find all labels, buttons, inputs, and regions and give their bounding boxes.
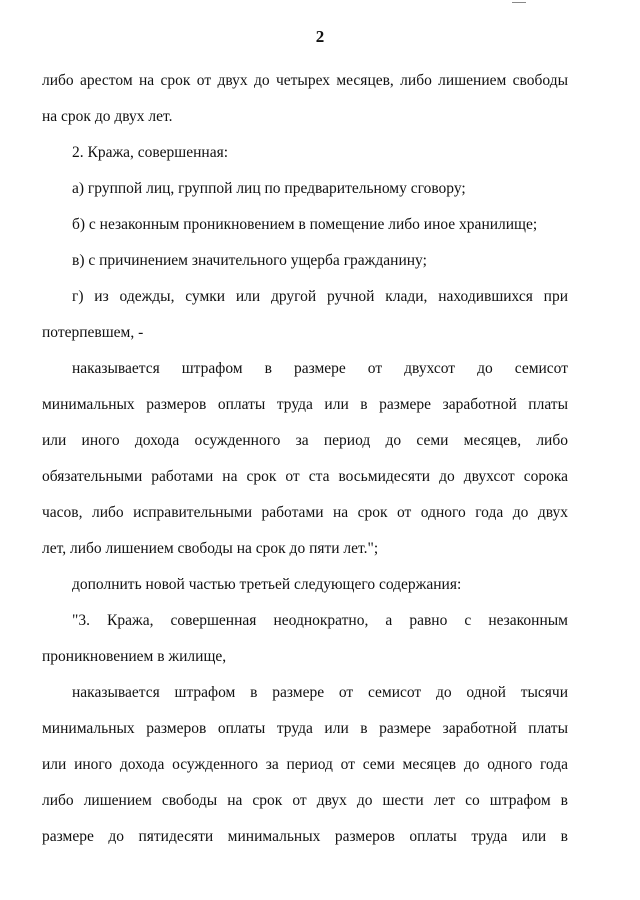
text-line: дополнить новой частью третьей следующего содержания: [72,576,462,593]
text-line: наказывается штрафом в размере от семисот до одной тысячи [72,684,568,701]
text-line: или иного дохода осужденного за период до семи месяцев, либо [42,432,568,449]
text-line: потерпевшем, - [42,324,144,341]
text-line: 2. Кража, совершенная: [72,144,229,161]
document-body [42,63,568,855]
text-line: обязательными работами на срок от ста восьмидесяти до двухсот сорока [42,468,568,485]
text-line: размере до пятидесяти минимальных размеров оплаты труда или в [42,828,568,845]
text-line: часов, либо исправительными работами на срок от одного года до двух [42,504,568,521]
text-line: либо арестом на срок от двух до четырех месяцев, либо лишением свободы [42,72,568,89]
page-number: 2 [315,27,325,46]
text-line: минимальных размеров оплаты труда или в размере заработной платы [42,396,568,413]
text-line: либо лишением свободы на срок от двух до шести лет со штрафом в [42,792,568,809]
scan-mark [512,2,526,3]
text-line: в) с причинением значительного ущерба гражданину; [72,252,427,269]
text-line: наказывается штрафом в размере от двухсот до семисот [72,360,568,377]
text-line: б) с незаконным проникновением в помещение либо иное хранилище; [72,216,538,233]
text-line: г) из одежды, сумки или другой ручной клади, находившихся при [72,288,568,305]
text-line: минимальных размеров оплаты труда или в размере заработной платы [42,720,568,737]
text-line: или иного дохода осужденного за период от семи месяцев до одного года [42,756,568,773]
text-line: лет, либо лишением свободы на срок до пяти лет."; [42,540,379,557]
text-line: на срок до двух лет. [42,108,173,125]
text-line: проникновением в жилище, [42,648,227,665]
text-line: а) группой лиц, группой лиц по предварительному сговору; [72,180,466,197]
text-line: "3. Кража, совершенная неоднократно, а равно с незаконным [72,612,568,629]
